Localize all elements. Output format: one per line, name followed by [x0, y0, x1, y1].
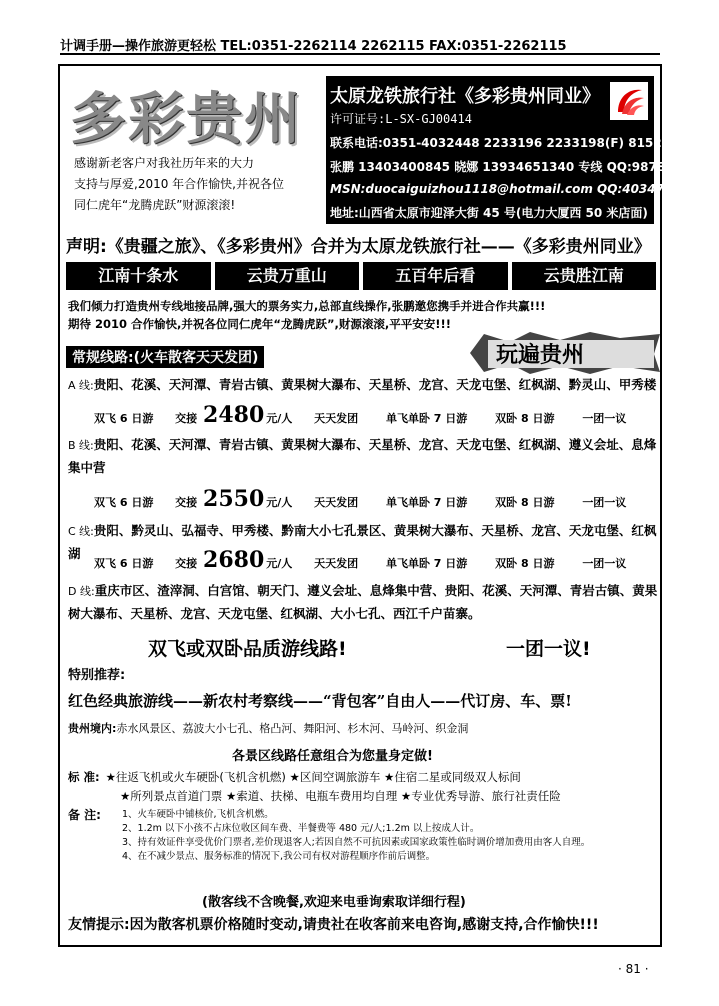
- agency-info-box: [326, 76, 707, 224]
- quality-negotiable: 一团一议!: [506, 638, 591, 660]
- price-option: 双卧 8 日游: [495, 557, 555, 570]
- standard-line: ★往返飞机或火车硬卧(飞机含机燃) ★区间空调旅游车 ★住宿二星或同级双人标间: [105, 770, 521, 784]
- route-tag: D 线:: [68, 585, 95, 598]
- price-duration: 双飞 6 日游: [94, 412, 154, 425]
- thanks-line: 感谢新老客户对我社历年来的大力: [74, 156, 255, 170]
- special-title: 特别推荐:: [68, 668, 126, 683]
- note-item: 3、持有效证件享受优价门票者,差价现退客人;若因自然不可抗因素或国家政策性临时调价增加费用由客人自理。: [122, 837, 591, 848]
- price-unit: 元/人: [266, 412, 293, 425]
- price-label: 交接: [175, 412, 198, 425]
- intro-line: 我们倾力打造贵州专线地接品牌,强大的票务实力,总部直线操作,张鹏邀您携手并进合作共赢!!!: [68, 299, 546, 313]
- quality-text: 双飞或双卧品质游线路!: [148, 638, 347, 660]
- combo-line: 各景区线路任意组合为您量身定做!: [232, 749, 433, 764]
- agency-msn: MSN:duocaiguizhou1118@hotmail.com QQ:403471547: [330, 182, 698, 196]
- price-unit: 元/人: [266, 496, 293, 509]
- price-unit: 元/人: [266, 557, 293, 570]
- agency-logo-icon: [610, 82, 648, 120]
- intro-line: 期待 2010 合作愉快,并祝各位同仁虎年“龙腾虎跃”,财源滚滚,平平安安!!!: [68, 317, 451, 331]
- standard-section: [68, 768, 658, 806]
- price-option: 双卧 8 日游: [495, 412, 555, 425]
- regular-routes-title: 常规线路:(火车散客天天发团): [66, 346, 264, 368]
- route-text: 贵阳、花溪、天河潭、青岩古镇、黄果树大瀑布、天星桥、龙宫、天龙屯堡、红枫湖、黔灵山、甲秀楼: [93, 377, 657, 392]
- guizhou-spots: [68, 720, 658, 736]
- slogan: 云贵万重山: [215, 262, 360, 290]
- price-row-c: [94, 547, 654, 573]
- page-number: · 81 ·: [618, 962, 649, 976]
- slogan: 云贵胜江南: [512, 262, 657, 290]
- notes-label: 备 注:: [68, 808, 101, 822]
- price-option: 单飞单卧 7 日游: [385, 496, 468, 509]
- price-negotiable: 一团一议: [582, 557, 627, 570]
- standard-line: ★所列景点首道门票 ★索道、扶梯、电瓶车费用均自理 ★专业优秀导游、旅行社责任险: [120, 789, 561, 803]
- slogan-bar: [66, 262, 656, 290]
- price-label: 交接: [175, 557, 198, 570]
- price-schedule: 天天发团: [314, 496, 359, 509]
- route-tag: B 线:: [68, 439, 94, 452]
- red-classic-line: 红色经典旅游线——新农村考察线——“背包客”自由人——代订房、车、票!: [68, 692, 572, 710]
- price-duration: 双飞 6 日游: [94, 557, 154, 570]
- friendly-tip: 友情提示:因为散客机票价格随时变动,请贵社在收客前来电咨询,感谢支持,合作愉快!!!: [68, 917, 599, 933]
- standard-label: 标 准:: [68, 770, 100, 784]
- intro-text: [68, 297, 658, 333]
- route-a: [68, 374, 658, 397]
- scatter-note: (散客线不含晚餐,欢迎来电垂询索取详细行程): [202, 895, 466, 910]
- route-b: [68, 434, 658, 479]
- ribbon-banner: [470, 332, 660, 374]
- note-item: 1、火车硬卧中铺核价,飞机含机燃。: [122, 809, 274, 820]
- logo-text: 多彩贵州: [70, 86, 302, 152]
- price-negotiable: 一团一议: [582, 496, 627, 509]
- price-row-b: [94, 486, 654, 512]
- price-value: 2480: [203, 402, 265, 428]
- agency-address: 地址:山西省太原市迎泽大街 45 号(电力大厦西 50 米店面): [330, 206, 648, 220]
- page-header: 计调手册—操作旅游更轻松 TEL:0351-2262114 2262115 FAX:0351-2262115: [60, 35, 660, 55]
- route-tag: A 线:: [68, 379, 94, 392]
- route-text: 贵阳、黔灵山、弘福寺、甲秀楼、黔南大小七孔景区、黄果树大瀑布、天星桥、龙宫、天龙屯堡、红枫湖: [68, 523, 657, 561]
- thanks-message: [74, 153, 326, 216]
- route-text: 重庆市区、渣滓洞、白宫馆、朝天门、遵义会址、息烽集中营、贵阳、花溪、天河潭、青岩古镇、黄果树大瀑布、天星桥、龙宫、天龙屯堡、红枫湖、大小七孔、西江千户苗寨。: [68, 583, 658, 621]
- notes-section: [68, 808, 658, 864]
- route-text: 贵阳、花溪、天河潭、青岩古镇、黄果树大瀑布、天星桥、龙宫、天龙屯堡、红枫湖、遵义会址、息烽集中营: [68, 437, 657, 475]
- price-option: 单飞单卧 7 日游: [385, 557, 468, 570]
- ribbon-text: 玩遍贵州: [496, 343, 585, 368]
- price-label: 交接: [175, 496, 198, 509]
- guizhou-text: 赤水风景区、荔波大小七孔、格凸河、舞阳河、杉木河、马岭河、织金洞: [116, 722, 469, 735]
- guizhou-label: 贵州境内:: [68, 722, 117, 735]
- agency-license: 许可证号:L-SX-GJ00414: [330, 112, 472, 126]
- declaration: 声明:《贵疆之旅》、《多彩贵州》合并为太原龙铁旅行社——《多彩贵州同业》: [66, 237, 651, 257]
- thanks-line: 支持与厚爱,2010 年合作愉快,并祝各位: [74, 177, 284, 191]
- note-item: 4、在不减少景点、服务标准的情况下,我公司有权对游程顺序作前后调整。: [122, 851, 436, 862]
- price-negotiable: 一团一议: [582, 412, 627, 425]
- route-tag: C 线:: [68, 525, 94, 538]
- note-item: 2、1.2m 以下小孩不占床位收区间车费、半餐费等 480 元/人;1.2m 以上按成人计。: [122, 823, 480, 834]
- price-value: 2680: [203, 547, 265, 573]
- price-schedule: 天天发团: [314, 557, 359, 570]
- price-row-a: [94, 402, 654, 428]
- price-schedule: 天天发团: [314, 412, 359, 425]
- price-duration: 双飞 6 日游: [94, 496, 154, 509]
- agency-phone: 联系电话:0351-4032448 2233196 2233198(F) 8152148: [330, 136, 687, 150]
- price-value: 2550: [203, 486, 265, 512]
- thanks-line: 同仁虎年“龙腾虎跃”财源滚滚!: [74, 198, 236, 212]
- price-option: 双卧 8 日游: [495, 496, 555, 509]
- slogan: 江南十条水: [66, 262, 211, 290]
- price-option: 单飞单卧 7 日游: [385, 412, 468, 425]
- slogan: 五百年后看: [363, 262, 508, 290]
- agency-mobile: 张鹏 13403400845 晓娜 13934651340 专线 QQ:987879609: [330, 160, 707, 174]
- agency-name: 太原龙铁旅行社《多彩贵州同业》: [330, 86, 600, 107]
- quality-line: [68, 634, 658, 661]
- route-d: [68, 580, 658, 625]
